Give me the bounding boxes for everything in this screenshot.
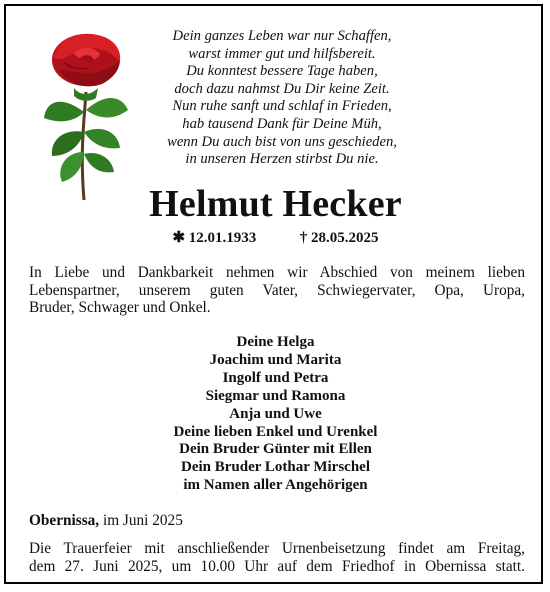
funeral-notice (29, 540, 525, 576)
mourner-entry: im Namen aller Angehörigen (183, 477, 368, 494)
farewell-text (29, 264, 525, 317)
poem-line: warst immer gut und hilfsbereit. (188, 45, 376, 62)
poem-line: in unseren Herzen stirbst Du nie. (185, 151, 379, 168)
farewell-line: In Liebe und Dankbarkeit nehmen wir Abschied von meinem lieben (29, 264, 525, 281)
deceased-name: Helmut Hecker (149, 183, 402, 225)
place-date (29, 512, 183, 530)
death-cross-icon: † (299, 230, 308, 246)
mourner-entry: Joachim und Marita (209, 351, 342, 368)
mourner-entry: Dein Bruder Lothar Mirschel (180, 459, 371, 476)
mourner-entry: Deine lieben Enkel und Urenkel (173, 423, 378, 440)
death-date: 28.05.2025 (311, 230, 379, 246)
farewell-line: Bruder, Schwager und Onkel. (29, 299, 211, 317)
birth-star-icon: ✱ (172, 230, 186, 246)
farewell-line: Lebenspartner, unserem guten Vater, Schwiegervater, Opa, Uropa, (29, 281, 525, 299)
mourner-entry: Dein Bruder Günter mit Ellen (179, 441, 372, 458)
mourners-list (6, 334, 545, 495)
birth-date: 12.01.1933 (188, 230, 257, 246)
funeral-notice-line: Die Trauerfeier mit anschließender Urnenbeisetzung findet am Freitag, (29, 540, 525, 557)
mourner-entry: Ingolf und Petra (222, 369, 329, 386)
poem-line: doch dazu nahmst Du Dir keine Zeit. (174, 80, 390, 97)
mourner-entry: Anja und Uwe (229, 405, 322, 422)
mourner-entry: Siegmar und Ramona (205, 387, 346, 404)
poem-line: Du konntest bessere Tage haben, (186, 63, 378, 80)
place-town: Obernissa, (29, 512, 100, 529)
place-month: im Juni 2025 (102, 512, 183, 529)
poem-line: Nun ruhe sanft und schlaf in Frieden, (172, 98, 392, 115)
red-rose-image (40, 32, 132, 202)
poem (142, 28, 422, 169)
life-dates (6, 228, 545, 248)
obituary-card (4, 4, 543, 584)
mourner-entry: Deine Helga (236, 334, 315, 350)
poem-line: Dein ganzes Leben war nur Schaffen, (172, 28, 392, 44)
poem-line: hab tausend Dank für Deine Müh, (182, 115, 382, 132)
funeral-notice-line: dem 27. Juni 2025, um 10.00 Uhr auf dem Friedhof in Obernissa statt. (29, 558, 525, 575)
poem-line: wenn Du auch bist von uns geschieden, (167, 133, 397, 150)
